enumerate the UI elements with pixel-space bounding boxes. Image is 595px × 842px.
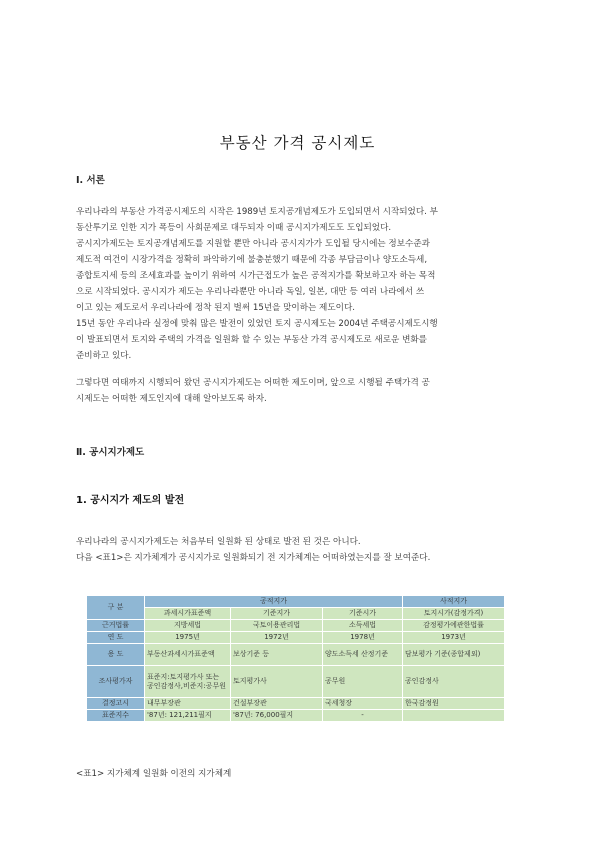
table-column-header: 기준시가 [323,608,403,620]
table-row [87,666,505,698]
table-row [87,710,505,722]
intro-paragraph [76,204,520,364]
table-column-header: 토지시가(감정가격) [403,608,505,620]
text-line: 으로 시작되었다. 공시지가 제도는 우리나라뿐만 아니라 독일, 일본, 대만 등 여러 나라에서 쓰 [76,287,425,297]
table-row-label: 근거법률 [87,620,145,632]
table-row [87,632,505,644]
table-cell: 건설부장관 [231,698,323,710]
table-cell: 표준지:토지평가사 또는 공인감정사,비준지:공무원 [145,666,231,698]
table-column-header: 과세시가표준액 [145,608,231,620]
table-row-label: 조사평가자 [87,666,145,698]
table-cell: 감정평가에관한법률 [403,620,505,632]
table-caption: <표1> 지가체계 일원화 이전의 지가체계 [76,769,232,779]
table-header-category: 구 분 [87,596,145,620]
table-cell: 양도소득세 산정기준 [323,644,403,666]
text-line: 다음 <표1>은 지가체계가 공시지가로 일원화되기 전 지가체계는 어떠하였는지를 잘 보여준다. [76,553,431,563]
table-cell: 공인감정사 [403,666,505,698]
outro-paragraph [76,375,520,407]
table-row [87,698,505,710]
text-line: 그렇다면 여태까지 시행되어 왔던 공시지가제도는 어떠한 제도이며, 앞으로 시행될 주택가격 공 [76,378,430,388]
text-line: 우리나라의 공시지가제도는 처음부터 일원화 된 상태로 발전 된 것은 아니다. [76,537,361,547]
table-cell: 1978년 [323,632,403,644]
land-price-system-table [86,595,505,722]
text-line: 이 발표되면서 토지와 주택의 가격을 일원화 할 수 있는 부동산 가격 공시제도로 새로운 변화를 [76,335,427,345]
text-line: 이고 있는 제도로서 우리나라에 정착 된지 벌써 15년을 맞이하는 제도이다. [76,303,355,313]
section-paragraph [76,534,520,566]
table-cell: 국세청장 [323,698,403,710]
table-cell: 한국감정원 [403,698,505,710]
table-cell: 1973년 [403,632,505,644]
text-line: 준비하고 있다. [76,351,132,361]
table-cell: '87년: 121,211필지 [145,710,231,722]
table-cell: '87년: 76,000필지 [231,710,323,722]
table-cell: 1972년 [231,632,323,644]
table-cell: 지방세법 [145,620,231,632]
table-cell [403,710,505,722]
text-line: 15년 동안 우리나라 실정에 맞춰 많은 발전이 있었던 토지 공시제도는 2004년 주택공시제도시행 [76,319,438,329]
table-header-private-price: 사적지가 [403,596,505,608]
section-heading-introduction: Ⅰ. 서론 [76,175,105,186]
document-title: 부동산 가격 공시제도 [219,134,376,152]
table-cell: 공무원 [323,666,403,698]
text-line: 종합토지세 등의 조세효과를 높이기 위하여 시가근접도가 높은 공적지가를 확보하고자 하는 목적 [76,271,436,281]
text-line: 공시지가제도는 토지공개념제도를 지원할 뿐만 아니라 공시지가가 도입될 당시에는 정보수준과 [76,239,430,249]
table-header-public-price: 공적지가 [145,596,403,608]
table-cell: 1975년 [145,632,231,644]
table-row-label: 표준지수 [87,710,145,722]
table-row-label: 결정고시 [87,698,145,710]
table-row [87,620,505,632]
table-cell: 소득세법 [323,620,403,632]
subsection-heading-development: 1. 공시지가 제도의 발전 [76,495,185,506]
text-line: 동산투기로 인한 지가 폭등이 사회문제로 대두되자 이때 공시지가제도도 도입되었다. [76,223,392,233]
text-line: 제도적 여건이 시장가격을 정확히 파악하기에 불충분했기 때문에 각종 부담금이나 양도소득세, [76,255,428,265]
text-line: 시제도는 어떠한 제도인지에 대해 알아보도록 하자. [76,394,267,404]
table-cell: 담보평가 기준(종합제외) [403,644,505,666]
table-header-row [87,596,505,608]
table-row [87,644,505,666]
table-column-header: 기준지가 [231,608,323,620]
table-row-label: 용 도 [87,644,145,666]
table-cell: 국토이용관리법 [231,620,323,632]
section-heading-public-land-price: Ⅱ. 공시지가제도 [76,447,145,458]
table-cell: 토지평가사 [231,666,323,698]
text-line: 우리나라의 부동산 가격공시제도의 시작은 1989년 토지공개념제도가 도입되면서 시작되었다. 부 [76,207,438,217]
table-cell: 부동산과세시가표준액 [145,644,231,666]
table-cell: 보상기준 등 [231,644,323,666]
table-subheader-row [87,608,505,620]
table-row-label: 연 도 [87,632,145,644]
table-cell: 내무부장관 [145,698,231,710]
table-cell: - [323,710,403,722]
